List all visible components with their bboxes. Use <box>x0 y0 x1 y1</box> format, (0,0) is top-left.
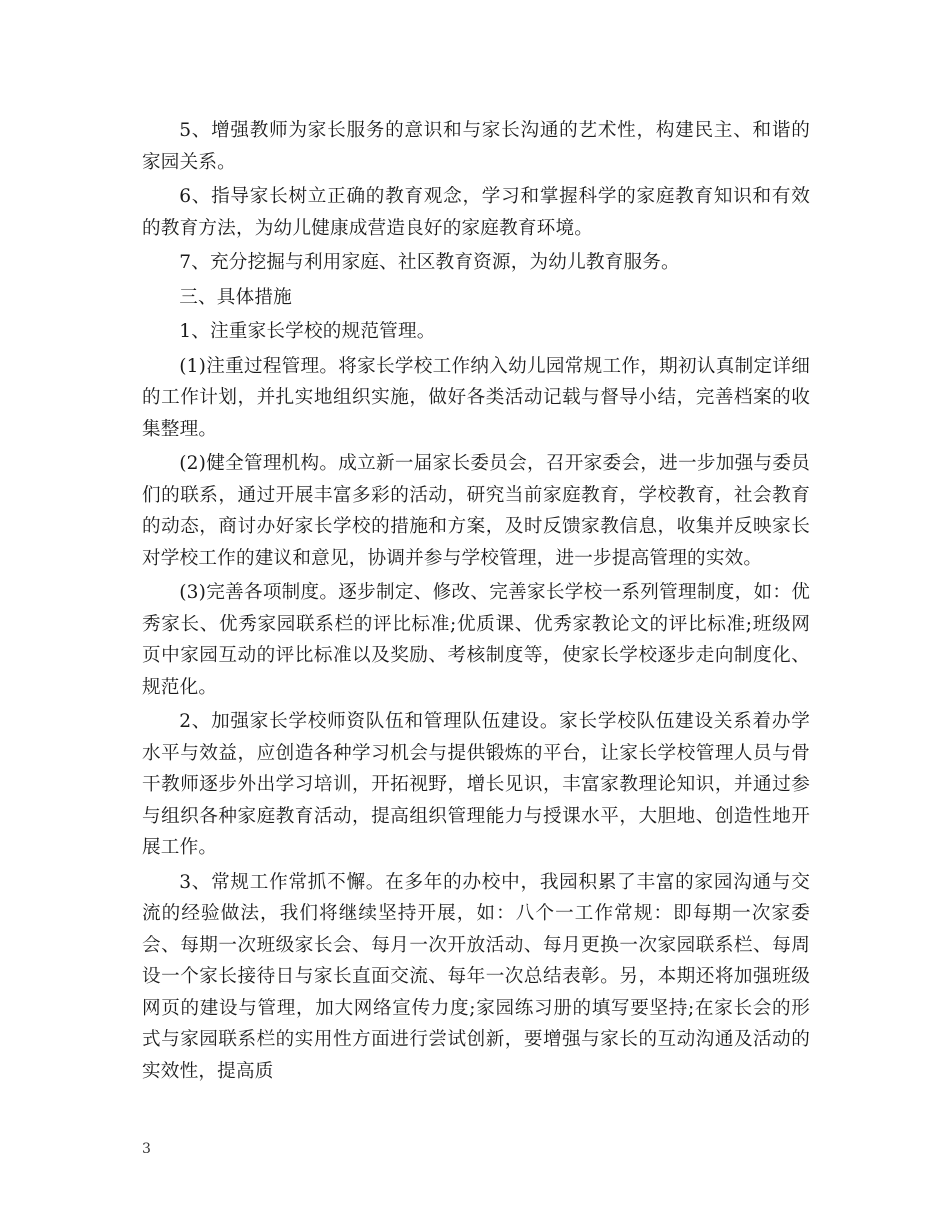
document-body <box>142 115 810 1090</box>
page-number: 3 <box>142 1141 151 1157</box>
paragraph-measure-1: 1、注重家长学校的规范管理。 <box>179 321 436 342</box>
paragraph-measure-2: 2、加强家长学校师资队伍和管理队伍建设。家长学校队伍建设关系着办学水平与效益，应创造各种学习机会与提供锻炼的平台，让家长学校管理人员与骨干教师逐步外出学习培训，开拓视野，增长见识，丰富家教理论知识，并通过参与组织各种家庭教育活动，提高组织管理能力与授课水平，大胆地、创造性地开展工作。 <box>142 711 810 858</box>
paragraph-measure-1-1: (1)注重过程管理。将家长学校工作纳入幼儿园常规工作，期初认真制定详细的工作计划，并扎实地组织实施，做好各类活动记载与督导小结，完善档案的收集整理。 <box>142 355 810 440</box>
paragraph-goal-6: 6、指导家长树立正确的教育观念，学习和掌握科学的家庭教育知识和有效的教育方法，为幼儿健康成营造良好的家庭教育环境。 <box>142 186 810 239</box>
paragraph-goal-5: 5、增强教师为家长服务的意识和与家长沟通的艺术性，构建民主、和谐的家园关系。 <box>142 120 810 173</box>
paragraph-measure-1-3: (3)完善各项制度。逐步制定、修改、完善家长学校一系列管理制度，如：优秀家长、优秀家园联系栏的评比标准;优质课、优秀家教论文的评比标准;班级网页中家园互动的评比标准以及奖励、考核制度等，使家长学校逐步走向制度化、规范化。 <box>142 582 810 698</box>
paragraph-measure-3: 3、常规工作常抓不懈。在多年的办校中，我园积累了丰富的家园沟通与交流的经验做法，我们将继续坚持开展，如：八个一工作常规：即每期一次家委会、每期一次班级家长会、每月一次开放活动、每月更换一次家园联系栏、每周设一个家长接待日与家长直面交流、每年一次总结表彰。另，本期还将加强班级网页的建设与管理，加大网络宣传力度;家园练习册的填写要坚持;在家长会的形式与家园联系栏的实用性方面进行尝试创新，要增强与家长的互动沟通及活动的实效性，提高质 <box>142 871 810 1082</box>
paragraph-goal-7: 7、充分挖掘与利用家庭、社区教育资源，为幼儿教育服务。 <box>179 252 680 273</box>
section-heading-measures: 三、具体措施 <box>179 286 292 308</box>
paragraph-measure-1-2: (2)健全管理机构。成立新一届家长委员会，召开家委会，进一步加强与委员们的联系，通过开展丰富多彩的活动，研究当前家庭教育，学校教育，社会教育的动态，商讨办好家长学校的措施和方案，及时反馈家教信息，收集并反映家长对学校工作的建议和意见，协调并参与学校管理，进一步提高管理的实效。 <box>142 453 810 569</box>
